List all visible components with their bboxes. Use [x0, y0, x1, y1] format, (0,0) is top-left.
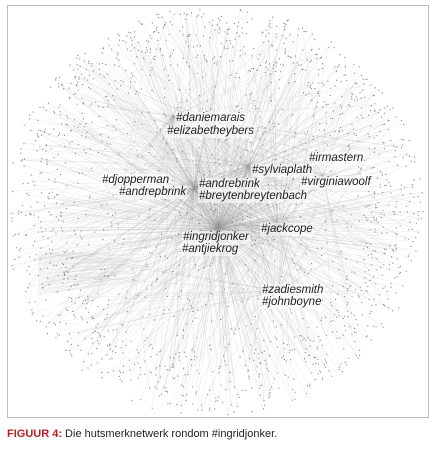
hashtag-ingridjonker: #ingridjonker [183, 231, 249, 243]
hashtag-djopperman: #djopperman [102, 174, 170, 186]
figure-caption [7, 428, 277, 440]
figure-frame [7, 5, 429, 418]
hashtag-breytenbreytenbach: #breytenbreytenbach [199, 190, 308, 202]
hashtag-sylviaplath: #sylviaplath [252, 164, 313, 176]
hashtag-andrebrink: #andrebrink [199, 178, 260, 190]
hashtag-johnboyne: #johnboyne [262, 296, 322, 308]
hashtag-daniemarais: #daniemarais [176, 112, 246, 124]
hashtag-irmastern: #irmastern [309, 152, 364, 164]
hashtag-jackcope: #jackcope [261, 223, 313, 235]
figure-caption-label: FIGUUR 4: [7, 428, 62, 440]
hashtag-andrepbrink: #andrepbrink [119, 186, 187, 198]
hashtag-network-graph [8, 6, 428, 417]
hashtag-virginiawoolf: #virginiawoolf [301, 176, 371, 188]
hashtag-elizabetheybers: #elizabetheybers [167, 125, 254, 137]
hashtag-zadiesmith: #zadiesmith [262, 284, 324, 296]
figure-caption-text: Die hutsmerknetwerk rondom #ingridjonker. [62, 428, 278, 440]
hashtag-antjiekrog: #antjiekrog [182, 243, 239, 255]
